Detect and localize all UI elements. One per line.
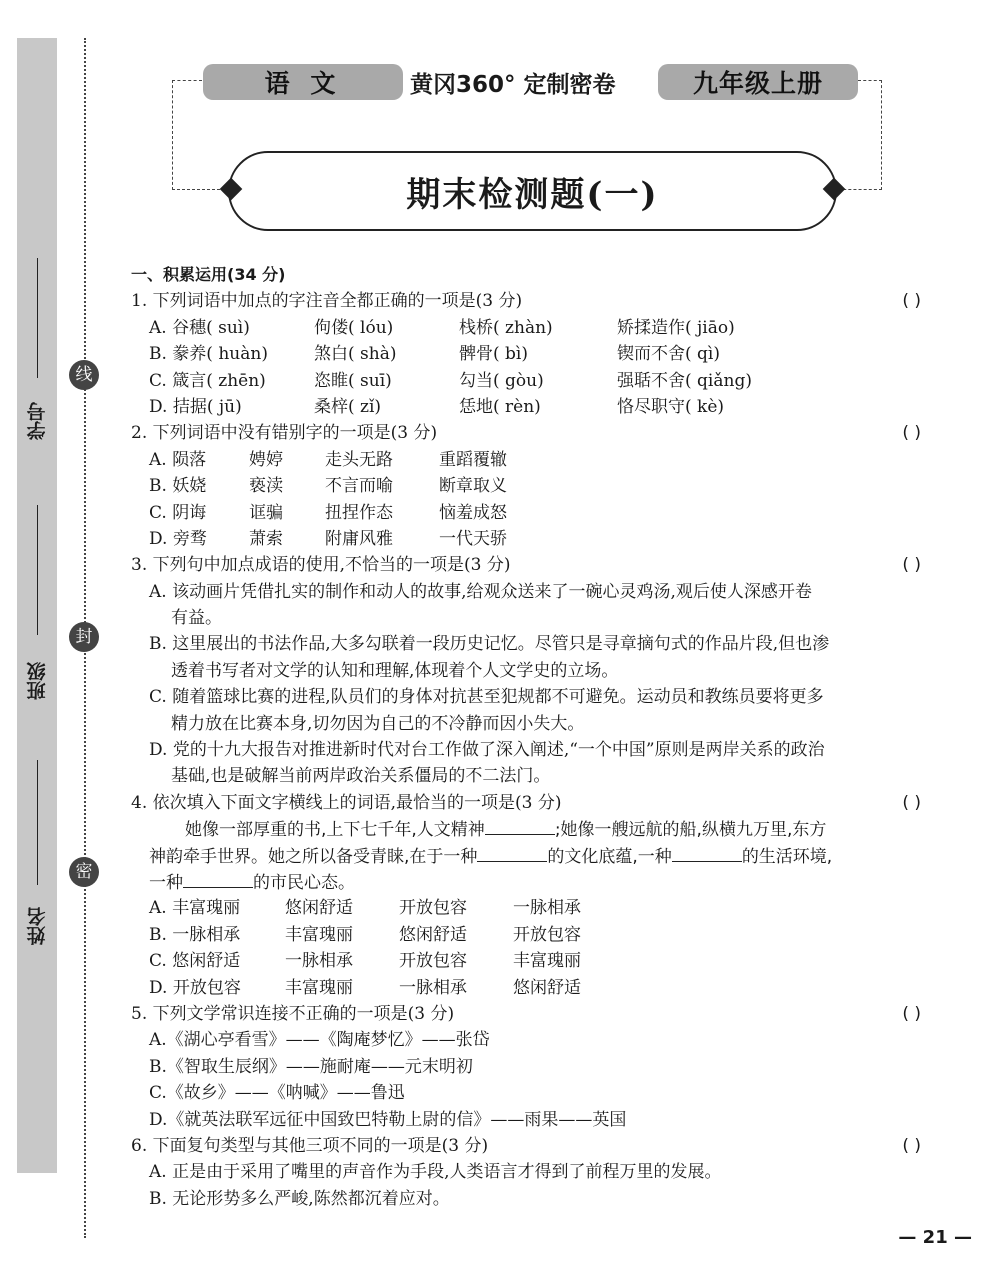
option-cell: D. 旁骛 [149, 528, 207, 549]
option-cell: 锲而不舍( qì) [617, 344, 720, 365]
option-cell: 恪尽职守( kè) [617, 396, 725, 417]
q4-passage-line-1 [131, 816, 921, 842]
passage-text: 她像一部厚重的书,上下七千年,人文精神 [185, 820, 485, 841]
option-cell: 悠闲舒适 [513, 977, 581, 998]
question-stem: 3. 下列句中加点成语的使用,不恰当的一项是(3 分) [131, 555, 511, 576]
q3-option-a-cont: 有益。 [171, 608, 222, 629]
q2-option-c [131, 500, 921, 526]
option-cell: 恣睢( suī) [314, 370, 392, 391]
option-cell: 强聒不舍( qiǎng) [617, 370, 752, 391]
q2-option-b [131, 473, 921, 499]
answer-bracket[interactable]: ( ) [902, 555, 921, 576]
answer-bracket[interactable]: ( ) [902, 792, 921, 813]
answer-bracket[interactable]: ( ) [902, 291, 921, 312]
question-4 [131, 790, 921, 816]
answer-bracket[interactable]: ( ) [902, 1003, 921, 1024]
option-cell: 开放包容 [399, 898, 467, 919]
option-cell: 髀骨( bì) [459, 344, 528, 365]
option-cell: 桑梓( zǐ) [314, 396, 382, 417]
q3-option-b-cont: 透着书写者对文学的认知和理解,体现着个人文学史的立场。 [171, 660, 619, 681]
option-cell: 不言而喻 [325, 476, 393, 497]
passage-text: ;她像一艘远航的船,纵横九万里,东方 [554, 820, 827, 841]
seal-feng: 封 [69, 622, 99, 652]
q4-passage-line-2 [131, 843, 921, 869]
q4-option-a [131, 895, 921, 921]
page-number: — 21 — [898, 1227, 972, 1248]
section-heading: 一、积累运用(34 分) [131, 265, 286, 284]
passage-text: 一种 [149, 872, 183, 893]
name-label: 姓名 [26, 907, 49, 945]
option-cell: 开放包容 [399, 951, 467, 972]
option-cell: A. 丰富瑰丽 [149, 898, 241, 919]
option-cell: C. 箴言( zhēn) [149, 370, 266, 391]
option-cell: 走头无路 [325, 449, 393, 470]
option-cell: 勾当( gòu) [459, 370, 544, 391]
question-1 [131, 288, 921, 314]
option-cell: 一代天骄 [439, 528, 507, 549]
title-frame [228, 151, 837, 231]
q3-option-d-cont: 基础,也是破解当前两岸政治关系僵局的不二法门。 [171, 766, 551, 787]
q4-passage-line-3 [131, 869, 921, 895]
option-cell: A. 谷穗( suì) [149, 317, 250, 338]
option-cell: 娉婷 [249, 449, 283, 470]
series-title: 黄冈360° 定制密卷 [410, 72, 616, 98]
question-stem: 1. 下列词语中加点的字注音全都正确的一项是(3 分) [131, 291, 523, 312]
passage-text: 的文化底蕴,一种 [547, 846, 672, 867]
class-line[interactable] [37, 505, 38, 635]
question-stem: 4. 依次填入下面文字横线上的词语,最恰当的一项是(3 分) [131, 792, 562, 813]
option-cell: 一脉相承 [399, 977, 467, 998]
option-cell: 恁地( rèn) [459, 396, 541, 417]
q3-option-c: C. 随着篮球比赛的进程,队员们的身体对抗甚至犯规都不可避免。运动员和教练员要将更多 [149, 687, 824, 708]
option-cell: A. 陨落 [149, 449, 207, 470]
option-cell: 丰富瑰丽 [513, 951, 581, 972]
option-cell: 悠闲舒适 [285, 898, 353, 919]
student-id-line[interactable] [37, 258, 38, 378]
q5-option-d: D.《就英法联军远征中国致巴特勒上尉的信》——雨果——英国 [149, 1109, 627, 1130]
option-cell: C. 悠闲舒适 [149, 951, 241, 972]
option-cell: 丰富瑰丽 [285, 924, 353, 945]
option-cell: 断章取义 [439, 476, 507, 497]
option-cell: 煞白( shà) [314, 344, 397, 365]
option-cell: 恼羞成怒 [439, 502, 507, 523]
option-cell: B. 妖娆 [149, 476, 207, 497]
answer-bracket[interactable]: ( ) [902, 423, 921, 444]
q1-option-a [131, 315, 921, 341]
option-cell: B. 豢养( huàn) [149, 344, 268, 365]
fill-blank-3[interactable] [672, 843, 742, 862]
q3-option-d: D. 党的十九大报告对推进新时代对台工作做了深入阐述,“一个中国”原则是两岸关系的政治 [149, 740, 825, 761]
q3-option-a: A. 该动画片凭借扎实的制作和动人的故事,给观众送来了一碗心灵鸡汤,观后使人深感开卷 [149, 581, 812, 602]
header-dash-left [172, 80, 173, 190]
option-cell: 扭捏作态 [325, 502, 393, 523]
q5-option-b: B.《智取生辰纲》——施耐庵——元末明初 [149, 1056, 473, 1077]
student-id-label: 学号 [26, 402, 49, 440]
fill-blank-1[interactable] [485, 816, 555, 835]
q4-option-b [131, 922, 921, 948]
q4-option-d [131, 975, 921, 1001]
option-cell: 丰富瑰丽 [285, 977, 353, 998]
option-cell: 诓骗 [249, 502, 283, 523]
option-cell: 一脉相承 [285, 951, 353, 972]
question-5 [131, 1001, 921, 1027]
q1-option-d [131, 394, 921, 420]
option-cell: 开放包容 [513, 924, 581, 945]
option-cell: 重蹈覆辙 [439, 449, 507, 470]
fill-blank-2[interactable] [477, 843, 547, 862]
class-label: 班级 [26, 662, 49, 700]
option-cell: 矫揉造作( jiāo) [617, 317, 735, 338]
q6-option-a: A. 正是由于采用了嘴里的声音作为手段,人类语言才得到了前程万里的发展。 [149, 1162, 722, 1183]
page-title: 期末检测题(一) [406, 174, 659, 215]
q5-option-a: A.《湖心亭看雪》——《陶庵梦忆》——张岱 [149, 1030, 490, 1051]
option-cell: 附庸风雅 [325, 528, 393, 549]
q1-option-b [131, 341, 921, 367]
option-cell: 悠闲舒适 [399, 924, 467, 945]
question-2 [131, 420, 921, 446]
option-cell: D. 开放包容 [149, 977, 241, 998]
option-cell: C. 阴诲 [149, 502, 207, 523]
q1-option-c [131, 368, 921, 394]
q3-option-c-cont: 精力放在比赛本身,切勿因为自己的不冷静而因小失大。 [171, 713, 585, 734]
question-stem: 6. 下面复句类型与其他三项不同的一项是(3 分) [131, 1135, 489, 1156]
answer-bracket[interactable]: ( ) [902, 1135, 921, 1156]
passage-text: 的生活环境, [741, 846, 833, 867]
seal-mi: 密 [69, 857, 99, 887]
header-dash-right [881, 80, 882, 190]
question-6 [131, 1133, 921, 1159]
passage-text: 的市民心态。 [253, 872, 355, 893]
subject-badge: 语 文 [203, 64, 403, 100]
option-cell: D. 拮据( jū) [149, 396, 242, 417]
q2-option-d [131, 526, 921, 552]
question-stem: 5. 下列文学常识连接不正确的一项是(3 分) [131, 1003, 455, 1024]
option-cell: 一脉相承 [513, 898, 581, 919]
q3-option-b: B. 这里展出的书法作品,大多勾联着一段历史记忆。尽管只是寻章摘句式的作品片段,但也渗 [149, 634, 830, 655]
passage-text: 神韵牵手世界。她之所以备受青睐,在于一种 [149, 846, 478, 867]
option-cell: 栈桥( zhàn) [459, 317, 553, 338]
q5-option-c: C.《故乡》——《呐喊》——鲁迅 [149, 1083, 405, 1104]
q6-option-b: B. 无论形势多么严峻,陈然都沉着应对。 [149, 1188, 450, 1209]
header-dash-right-top [858, 80, 882, 81]
question-stem: 2. 下列词语中没有错别字的一项是(3 分) [131, 423, 438, 444]
option-cell: 萧索 [249, 528, 283, 549]
name-line[interactable] [37, 760, 38, 885]
q4-option-c [131, 948, 921, 974]
option-cell: B. 一脉相承 [149, 924, 241, 945]
fill-blank-4[interactable] [183, 869, 253, 888]
q2-option-a [131, 447, 921, 473]
option-cell: 佝偻( lóu) [314, 317, 394, 338]
exam-content [131, 262, 921, 1212]
header-dash-left-top [172, 80, 202, 81]
question-3 [131, 552, 921, 578]
option-cell: 亵渎 [249, 476, 283, 497]
seal-xian: 线 [69, 360, 99, 390]
grade-badge: 九年级上册 [658, 64, 858, 100]
